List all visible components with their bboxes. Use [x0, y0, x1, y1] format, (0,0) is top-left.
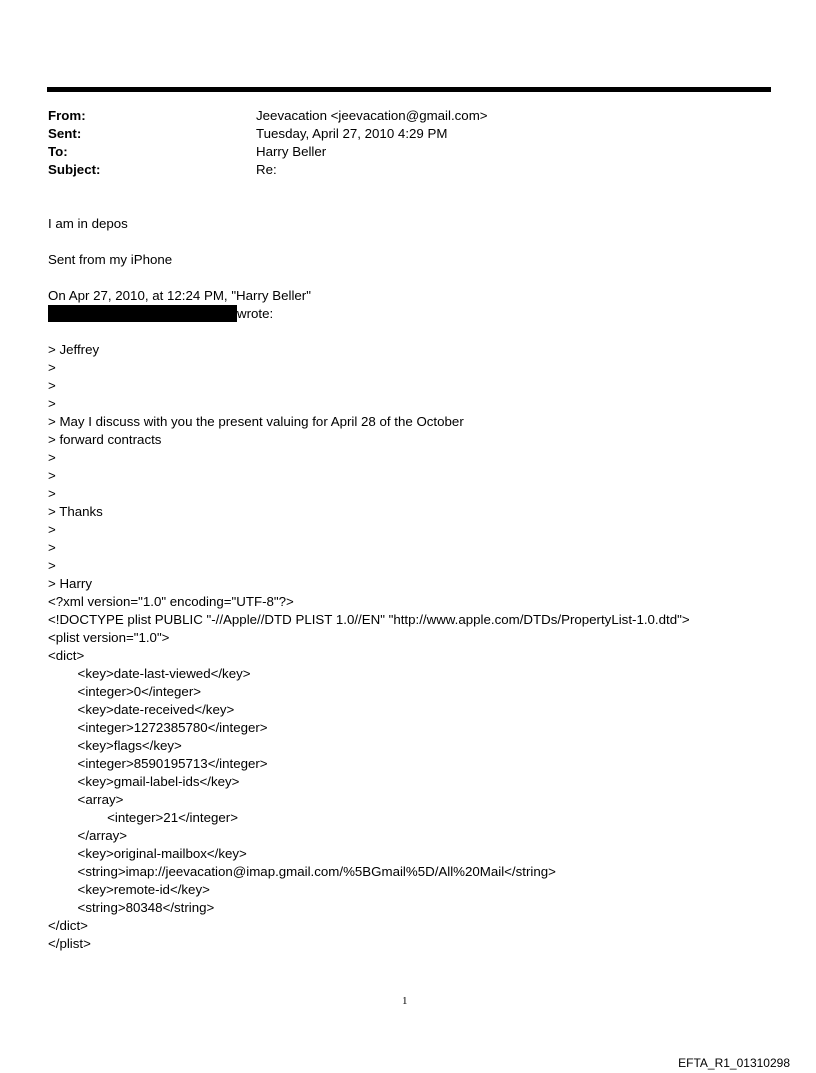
quoted-line: > [48, 522, 56, 537]
quoted-line: > forward contracts [48, 432, 162, 447]
header-rule [47, 87, 771, 92]
from-value: Jeevacation <jeevacation@gmail.com> [256, 108, 488, 123]
quoted-line: > [48, 360, 56, 375]
xml-line: </dict> [48, 918, 88, 933]
xml-line: <key>original-mailbox</key> [48, 846, 247, 861]
xml-line: </array> [48, 828, 128, 843]
xml-line: <integer>1272385780</integer> [48, 720, 268, 735]
quote-intro-line-2 [48, 305, 273, 323]
quoted-line: > [48, 468, 56, 483]
page-number: 1 [402, 995, 408, 1007]
wrote-text: wrote: [237, 306, 274, 321]
quoted-line: > [48, 558, 56, 573]
body-signature: Sent from my iPhone [48, 252, 173, 267]
sent-label: Sent: [48, 126, 82, 141]
to-value: Harry Beller [256, 144, 327, 159]
redaction-block [48, 305, 237, 322]
to-label: To: [48, 144, 68, 159]
xml-line: <string>imap://jeevacation@imap.gmail.com/%5BGmail%5D/All%20Mail</string> [48, 864, 556, 879]
subject-value: Re: [256, 162, 277, 177]
quoted-line: > [48, 450, 56, 465]
xml-line: <key>gmail-label-ids</key> [48, 774, 240, 789]
quoted-message [48, 341, 464, 593]
xml-line: <array> [48, 792, 124, 807]
quote-intro: On Apr 27, 2010, at 12:24 PM, "Harry Beller" [48, 288, 311, 303]
quoted-line: > Harry [48, 576, 92, 591]
xml-line: <integer>0</integer> [48, 684, 202, 699]
quoted-line: > Jeffrey [48, 342, 100, 357]
bates-number: EFTA_R1_01310298 [678, 1056, 790, 1070]
quoted-line: > [48, 540, 56, 555]
quoted-line: > [48, 396, 56, 411]
body-line-1: I am in depos [48, 216, 128, 231]
subject-label: Subject: [48, 162, 101, 177]
xml-line: <dict> [48, 648, 85, 663]
xml-line: <?xml version="1.0" encoding="UTF-8"?> [48, 594, 294, 609]
xml-line: </plist> [48, 936, 91, 951]
from-label: From: [48, 108, 86, 123]
xml-line: <key>date-received</key> [48, 702, 235, 717]
quoted-line: > [48, 378, 56, 393]
xml-line: <key>remote-id</key> [48, 882, 210, 897]
sent-value: Tuesday, April 27, 2010 4:29 PM [256, 126, 448, 141]
xml-line: <integer>8590195713</integer> [48, 756, 268, 771]
quoted-line: > [48, 486, 56, 501]
quoted-line: > May I discuss with you the present valuing for April 28 of the October [48, 414, 464, 429]
xml-line: <string>80348</string> [48, 900, 215, 915]
quoted-line: > Thanks [48, 504, 103, 519]
xml-line: <!DOCTYPE plist PUBLIC "-//Apple//DTD PLIST 1.0//EN" "http://www.apple.com/DTDs/PropertyList-1.0.dtd"> [48, 612, 690, 627]
xml-line: <plist version="1.0"> [48, 630, 170, 645]
xml-line: <key>date-last-viewed</key> [48, 666, 251, 681]
xml-line: <key>flags</key> [48, 738, 182, 753]
xml-plist-block [48, 593, 690, 953]
xml-line: <integer>21</integer> [48, 810, 238, 825]
